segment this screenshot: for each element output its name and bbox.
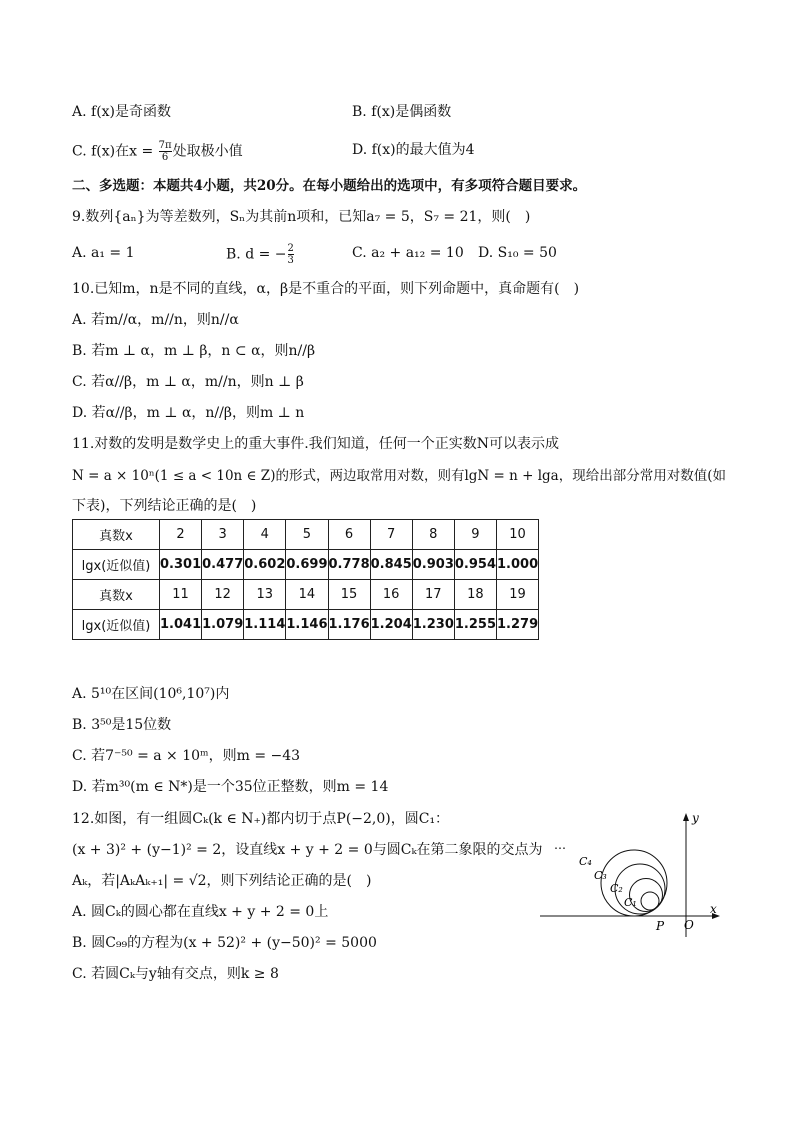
- table-cell: 1.255: [454, 610, 496, 640]
- y-axis-arrow-icon: [683, 813, 689, 821]
- tangent-circles-figure: [530, 805, 730, 945]
- table-cell: 1.079: [202, 610, 244, 640]
- figure-y-label: y: [692, 811, 699, 825]
- table-cell: 0.954: [454, 550, 496, 580]
- table-cell: 14: [286, 580, 328, 610]
- q12-option-b: B. 圆C₉₉的方程为(x + 52)² + (y−50)² = 5000: [72, 935, 377, 951]
- q10-option-a: A. 若m//α，m//n，则n//α: [72, 312, 239, 328]
- q12-option-a: A. 圆Cₖ的圆心都在直线x + y + 2 = 0上: [72, 904, 329, 920]
- table-row-label: 真数x: [73, 580, 160, 610]
- q12-stem-line3: Aₖ，若|AₖAₖ₊₁| = √2，则下列结论正确的是( ): [72, 873, 372, 889]
- q11-stem-line1: 11.对数的发明是数学史上的重大事件.我们知道，任何一个正实数N可以表示成: [72, 436, 559, 452]
- figure-c1-label: C₁: [624, 896, 637, 909]
- q12-stem-line2: (x + 3)² + (y−1)² = 2，设直线x + y + 2 = 0与圆Cₖ在第二象限的交点为: [72, 842, 543, 858]
- figure-origin-label: O: [684, 918, 694, 932]
- table-cell: 1.000: [497, 550, 539, 580]
- figure-c2-label: C₂: [610, 882, 623, 895]
- q9-option-d: D. S₁₀ = 50: [478, 245, 557, 261]
- table-row-label: 真数x: [73, 520, 160, 550]
- q11-option-d: D. 若m³⁰(m ∈ N*)是一个35位正整数，则m = 14: [72, 779, 389, 795]
- section-heading-multi-choice: 二、多选题：本题共4小题，共20分。在每小题给出的选项中，有多项符合题目要求。: [72, 178, 587, 194]
- table-cell: 5: [286, 520, 328, 550]
- figure-c4-label: C₄: [579, 855, 592, 868]
- q9-stem: 9.数列{aₙ}为等差数列，Sₙ为其前n项和，已知a₇ = 5，S₇ = 21，则( ): [72, 209, 531, 225]
- table-cell: 6: [328, 520, 370, 550]
- table-cell: 1.230: [412, 610, 454, 640]
- table-row-label: lgx(近似值): [73, 610, 160, 640]
- table-cell: 12: [202, 580, 244, 610]
- circle-c1: [641, 892, 659, 910]
- table-cell: 13: [244, 580, 286, 610]
- q8-option-a: A. f(x)是奇函数: [72, 104, 172, 120]
- table-cell: 0.778: [328, 550, 370, 580]
- table-cell: 19: [497, 580, 539, 610]
- table-cell: 1.176: [328, 610, 370, 640]
- table-cell: 0.477: [202, 550, 244, 580]
- q8-option-c-fraction: $\frac{7\pi}{6}$: [158, 140, 172, 163]
- q10-option-b: B. 若m ⊥ α，m ⊥ β，n ⊂ α，则n//β: [72, 343, 316, 359]
- q12-option-c: C. 若圆Cₖ与y轴有交点，则k ≥ 8: [72, 966, 279, 982]
- table-cell: 1.204: [370, 610, 412, 640]
- q10-stem: 10.已知m，n是不同的直线，α，β是不重合的平面，则下列命题中，真命题有( ): [72, 281, 580, 297]
- table-cell: 1.114: [244, 610, 286, 640]
- table-cell: 11: [160, 580, 202, 610]
- q11-option-b: B. 3⁵⁰是15位数: [72, 717, 172, 733]
- table-row: [73, 550, 539, 580]
- figure-c3-label: C₃: [594, 869, 607, 882]
- table-cell: 9: [454, 520, 496, 550]
- table-cell: 0.903: [412, 550, 454, 580]
- log-values-table: [72, 519, 539, 640]
- q9-option-b: B. d = − $\frac{2}{3}$: [226, 243, 294, 266]
- q11-stem-line3: 下表)，下列结论正确的是( ): [72, 498, 257, 514]
- table-row-label: lgx(近似值): [73, 550, 160, 580]
- q8-option-d: D. f(x)的最大值为4: [352, 142, 475, 158]
- table-cell: 2: [160, 520, 202, 550]
- q8-option-c-post: 处取极小值: [172, 143, 243, 160]
- q11-option-a: A. 5¹⁰在区间(10⁶,10⁷)内: [72, 686, 230, 702]
- table-cell: 0.845: [370, 550, 412, 580]
- figure-ellipsis: …: [554, 838, 566, 852]
- q12-stem-line1: 12.如图，有一组圆Cₖ(k ∈ N₊)都内切于点P(−2,0)，圆C₁：: [72, 811, 450, 827]
- q8-option-c-pre: C. f(x)在x =: [72, 143, 158, 160]
- table-cell: 16: [370, 580, 412, 610]
- table-cell: 3: [202, 520, 244, 550]
- q8-option-c: [72, 140, 243, 163]
- q10-option-d: D. 若α//β，m ⊥ α，n//β，则m ⊥ n: [72, 405, 305, 421]
- table-cell: 10: [497, 520, 539, 550]
- table-cell: 15: [328, 580, 370, 610]
- table-cell: 0.602: [244, 550, 286, 580]
- q11-option-c: C. 若7⁻⁵⁰ = a × 10ᵐ，则m = −43: [72, 748, 301, 764]
- table-cell: 7: [370, 520, 412, 550]
- table-cell: 4: [244, 520, 286, 550]
- table-cell: 18: [454, 580, 496, 610]
- table-cell: 0.301: [160, 550, 202, 580]
- figure-p-label: P: [656, 919, 665, 933]
- table-cell: 1.279: [497, 610, 539, 640]
- q9-option-b-fraction: $\frac{2}{3}$: [287, 243, 294, 266]
- q11-stem-line2: N = a × 10ⁿ(1 ≤ a < 10n ∈ Z)的形式，两边取常用对数，则有lgN = n + lga，现给出部分常用对数值(如: [72, 468, 726, 484]
- table-row: [73, 580, 539, 610]
- table-cell: 17: [412, 580, 454, 610]
- table-row: [73, 610, 539, 640]
- q8-option-b: B. f(x)是偶函数: [352, 104, 452, 120]
- table-cell: 8: [412, 520, 454, 550]
- q9-option-c: C. a₂ + a₁₂ = 10: [352, 245, 464, 261]
- table-row: [73, 520, 539, 550]
- figure-x-label: x: [710, 902, 717, 916]
- table-cell: 1.146: [286, 610, 328, 640]
- q10-option-c: C. 若α//β，m ⊥ α，m//n，则n ⊥ β: [72, 374, 304, 390]
- table-cell: 1.041: [160, 610, 202, 640]
- table-cell: 0.699: [286, 550, 328, 580]
- q9-option-a: A. a₁ = 1: [72, 245, 135, 261]
